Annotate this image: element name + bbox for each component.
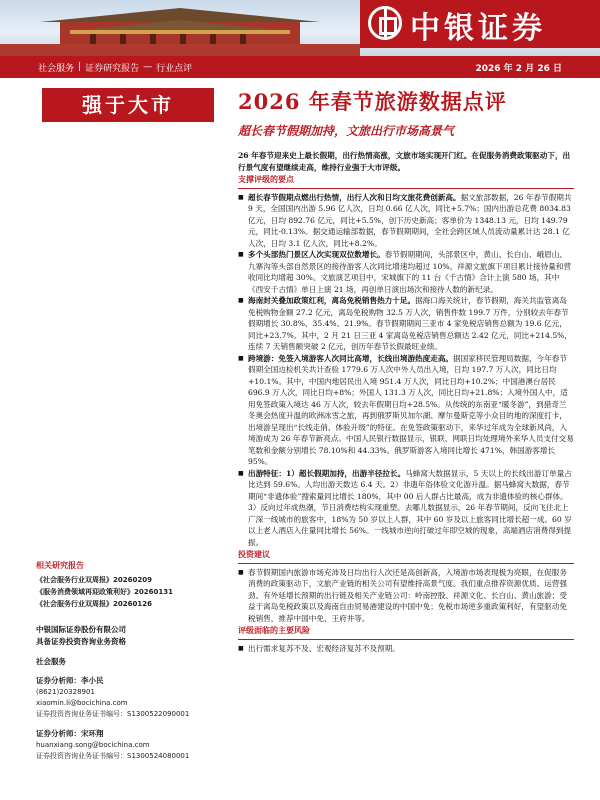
risk-item <box>238 643 574 655</box>
bank-logo-icon <box>368 6 402 40</box>
analyst-cert: 证券投资咨询业务证书编号：S1300524080001 <box>36 752 190 760</box>
nav-separator: — <box>143 62 153 72</box>
palace-illustration <box>0 0 360 56</box>
advice-item <box>238 567 574 625</box>
company-logo <box>360 0 600 48</box>
related-report-link[interactable]: 《社会服务行业双周报》20260209 <box>36 576 152 584</box>
sidebar <box>36 560 226 762</box>
lead-paragraph: 26 年春节迎来史上最长假期，出行热情高涨，文旅市场实现开门红。在促服务消费政策驱动下，出行景气度有望继续走高，维持行业强于大市评级。 <box>238 151 571 172</box>
point-bold: 超长春节假期点燃出行热情，出行人次和日均文旅花费创新高。 <box>248 192 461 202</box>
point-item <box>238 468 574 549</box>
section-divider <box>238 639 574 640</box>
section-heading-points: 支撑评级的要点 <box>238 174 294 184</box>
header-banner <box>0 0 600 56</box>
point-text: 据文旅部数据，26 年春节假期共 9 天，全国国内出游 5.96 亿人次，日均 0.66 亿人次，同比+5.7%；国内出游总花费 8034.83 亿元，日均 892.76 亿元，同比+5.5%，创下历史新高；客单价为 1348.13 元，日均 149.79 元，同比-0.13%。据交通运输部数据，春节假期期间，全社会跨区域人员流动量累计达 28.1 亿人次，日均 3.1 亿人次，同比+8.2%。 <box>248 192 572 248</box>
analyst-email[interactable]: xiaomin.li@bocichina.com <box>36 699 128 707</box>
related-report-link[interactable]: 《社会服务行业双周报》20260126 <box>36 600 152 608</box>
point-text: 马蜂窝大数据显示，5 天以上的长线出游订单量占比达到 59.6%。人均出游天数达 6.4 天。2）非遗年俗体验文化游升温。据马蜂窝大数据，春节期间“非遗体验”搜索量同比增长 180%，其中 00 后人群占比最高，成为非遗体验的核心群体。3）反向过年成热潮，节日消费结构实现重塑。去哪儿数据显示，26 年春节期间，反向飞往北上广深一线城市的旅客中，18%为 50 岁以上人群，其中 60 岁及以上旅客同比增长超一成。60 岁以上老人酒店入住量同比增长 56%。一线城市逆向打破过年即空城的现象，高端酒店消费得到提振。 <box>248 468 572 547</box>
analyst-title: 证券分析师：李小民 <box>36 676 104 685</box>
point-text: 春节假期期间，头部景区中，黄山、长白山、峨眉山、九寨沟等头部自然景区的接待游客人次同比增速均超过 10%。祥源文旅旗下项目累计接待量和营收同比均增超 30%。文旅演艺项目中，宋城旗下的 11 台《千古情》合计上演 580 场，其中《西安千古情》单日上演 21 场，再创单日演出场次和接待人数的新纪录。 <box>248 250 572 294</box>
point-bold: 多个头部热门景区人次实现双位数增长。 <box>248 250 385 259</box>
related-report-link[interactable]: 《服务消费领域再迎政策利好》20260131 <box>36 588 173 596</box>
point-item <box>238 192 574 250</box>
page-subtitle: 超长春节假期加持，文旅出行市场高景气 <box>238 124 455 138</box>
point-bold: 海南封关叠加政策红利，离岛免税销售热力十足。 <box>248 296 416 305</box>
page-title: 2026 年春节旅游数据点评 <box>238 89 507 114</box>
point-item <box>238 249 574 295</box>
risk-text: 出行需求复苏不及、宏观经济复苏不及预期。 <box>248 643 400 653</box>
analyst-cert: 证券投资咨询业务证书编号：S1300522090001 <box>36 710 190 718</box>
analyst-phone: (8621)20328901 <box>36 688 95 696</box>
analyst-card <box>36 675 226 720</box>
rating-badge: 强于大市 <box>42 88 214 122</box>
nav-report-type: 证券研究报告 <box>85 63 140 74</box>
point-bold: 出游特征：1）超长假期加持，出游半径拉长。 <box>248 468 406 478</box>
main-content <box>238 150 574 654</box>
section-divider <box>238 188 574 189</box>
nav-report-kind: 行业点评 <box>156 63 193 74</box>
section-heading-advice: 投资建议 <box>238 549 270 559</box>
point-item <box>238 295 574 353</box>
analyst-email[interactable]: huanxiang.song@bocichina.com <box>36 741 150 749</box>
point-text: 据海口海关统计，春节假期，海关共监管离岛免税购物金额 27.2 亿元，离岛免税购物 32.5 万人次，销售件数 199.7 万件，分别较去年春节假期增长 30.8%、35.4%、21.9%。春节假期期间三亚市 4 家免税店销售总额为 19.6 亿元，同比+23.7%。其中，2 月 21 日三亚 4 家离岛免税店销售总额达 2.42 亿元，同比+214.5%，连续 7 天销售额突破 2 亿元，创历年春节长假最旺业绩。 <box>248 296 572 351</box>
related-reports-heading: 相关研究报告 <box>36 561 84 570</box>
logo-text: 中银证券 <box>410 11 546 46</box>
section-divider <box>238 563 574 564</box>
advice-text: 春节假期国内旅游市场充沛及日均出行人次还是高创新高，入境游市场表现极为亮眼，在促服务消费的政策驱动下，文旅产业链的相关公司有望维持高景气度。我们重点推荐资源优质、运营强劲、有外延增长预期的出行链及相关产业链公司：岭南控股、祥源文化、长白山、黄山旅游；受益于离岛免税政策以及海南自由贸易港建设的中国中免；免税市场逆多重政策利好，有望驱动免税销售，推荐中国中免、王府井等。 <box>248 567 567 623</box>
company-qualification: 具备证券投资咨询业务资格 <box>36 637 126 646</box>
analyst-title: 证券分析师：宋环翔 <box>36 729 104 738</box>
point-text: 据国家移民管理局数据，今年春节假期全国边检机关共计查验 1779.6 万人次中外人员出入境，日均 197.7 万人次，同比日均+10.1%。其中，中国内地居民出入境 951.4 万人次，同比日均+10.2%；中国港澳台居民 696.9 万人次，同比日均+8%；外国人 131.3 万人次，同比日均+21.8%；入境外国人中，适用免签政策入境达 46 万人次，较去年假期日均+28.5%。从传统的东南亚“暖冬游”，到猎奇兰冬奥会热度升温的欧洲冰雪之旅，再到俄罗斯贝加尔湖、摩尔曼斯克等小众目的地的深度打卡，出境游呈现出“长线走俏、体验升级”的特征。在免签政策驱动下，来华过年成为全球新风尚，入境游成为 26 年春节新亮点。中国人民银行数据显示，银联、网联日均处理境外来华人员支付交易笔数和金额分别增长 78.10%和 44.33%。俄罗斯游客入境同比增长 471%，韩国游客增长 95%。 <box>248 353 574 466</box>
report-date: 2026 年 2 月 26 日 <box>475 63 562 74</box>
industry-category: 社会服务 <box>36 657 66 666</box>
point-bold: 跨境游：免签入境游客人次同比高增，长线出境游热度走高。 <box>248 353 454 363</box>
nav-separator: | <box>78 62 82 72</box>
company-name: 中银国际证券股份有限公司 <box>36 625 126 634</box>
nav-bar <box>0 56 600 78</box>
section-heading-risks: 评级面临的主要风险 <box>238 625 310 635</box>
nav-category: 社会服务 <box>38 63 75 74</box>
point-item <box>238 353 574 468</box>
analyst-card <box>36 728 226 762</box>
